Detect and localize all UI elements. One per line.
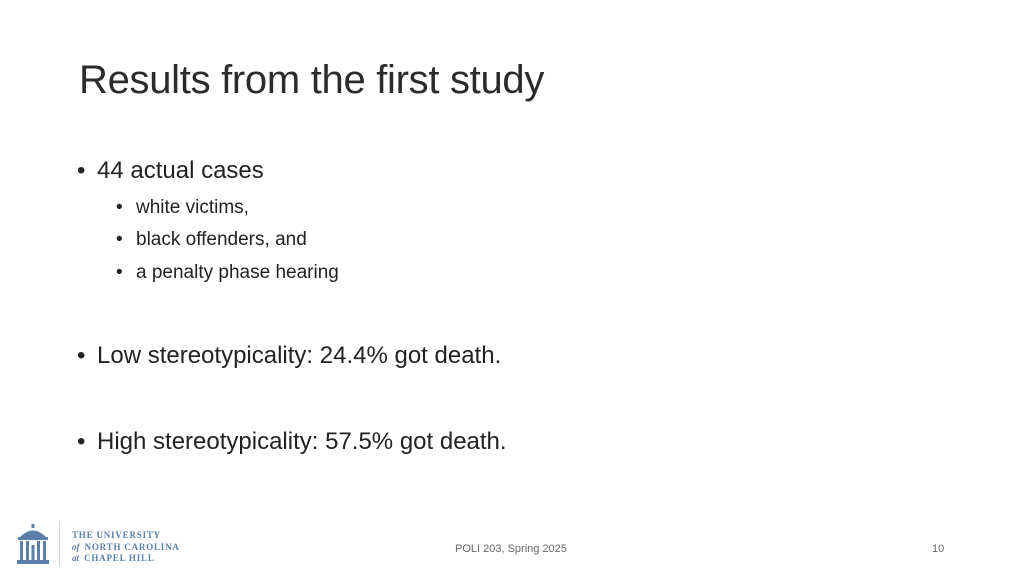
university-wordmark xyxy=(72,530,180,565)
wordmark-line-2 xyxy=(72,542,180,554)
sub-bullet-item xyxy=(116,262,339,284)
wordmark-prefix: at xyxy=(72,553,80,563)
bullet-text: 44 actual cases xyxy=(97,157,264,184)
bullet-dot: • xyxy=(116,262,123,283)
sub-bullet-text: black offenders, and xyxy=(136,229,307,250)
bullet-dot: • xyxy=(77,342,86,369)
bullet-item xyxy=(77,428,507,456)
wordmark-line-3 xyxy=(72,553,180,565)
wordmark-prefix: of xyxy=(72,541,80,552)
bullet-dot: • xyxy=(116,197,123,218)
bullet-dot: • xyxy=(116,229,123,250)
sub-bullet-item xyxy=(116,197,249,219)
bullet-text: Low stereotypicality: 24.4% got death. xyxy=(97,342,502,369)
sub-bullet-text: a penalty phase hearing xyxy=(136,262,339,283)
bullet-dot: • xyxy=(77,428,86,455)
bullet-item xyxy=(77,342,501,370)
sub-bullet-text: white victims, xyxy=(136,197,249,218)
wordmark-text: NORTH CAROLINA xyxy=(84,541,180,552)
logo-divider xyxy=(59,521,60,566)
wordmark-text: CHAPEL HILL xyxy=(84,553,155,563)
bullet-item xyxy=(77,157,264,185)
footer-text: POLI 203, Spring 2025 xyxy=(455,543,567,555)
slide-title: Results from the first study xyxy=(79,58,545,102)
wordmark-line-1: THE UNIVERSITY xyxy=(72,530,161,540)
bullet-dot: • xyxy=(77,157,86,184)
bullet-text: High stereotypicality: 57.5% got death. xyxy=(97,428,507,455)
page-number: 10 xyxy=(932,543,945,555)
sub-bullet-item xyxy=(116,229,307,251)
